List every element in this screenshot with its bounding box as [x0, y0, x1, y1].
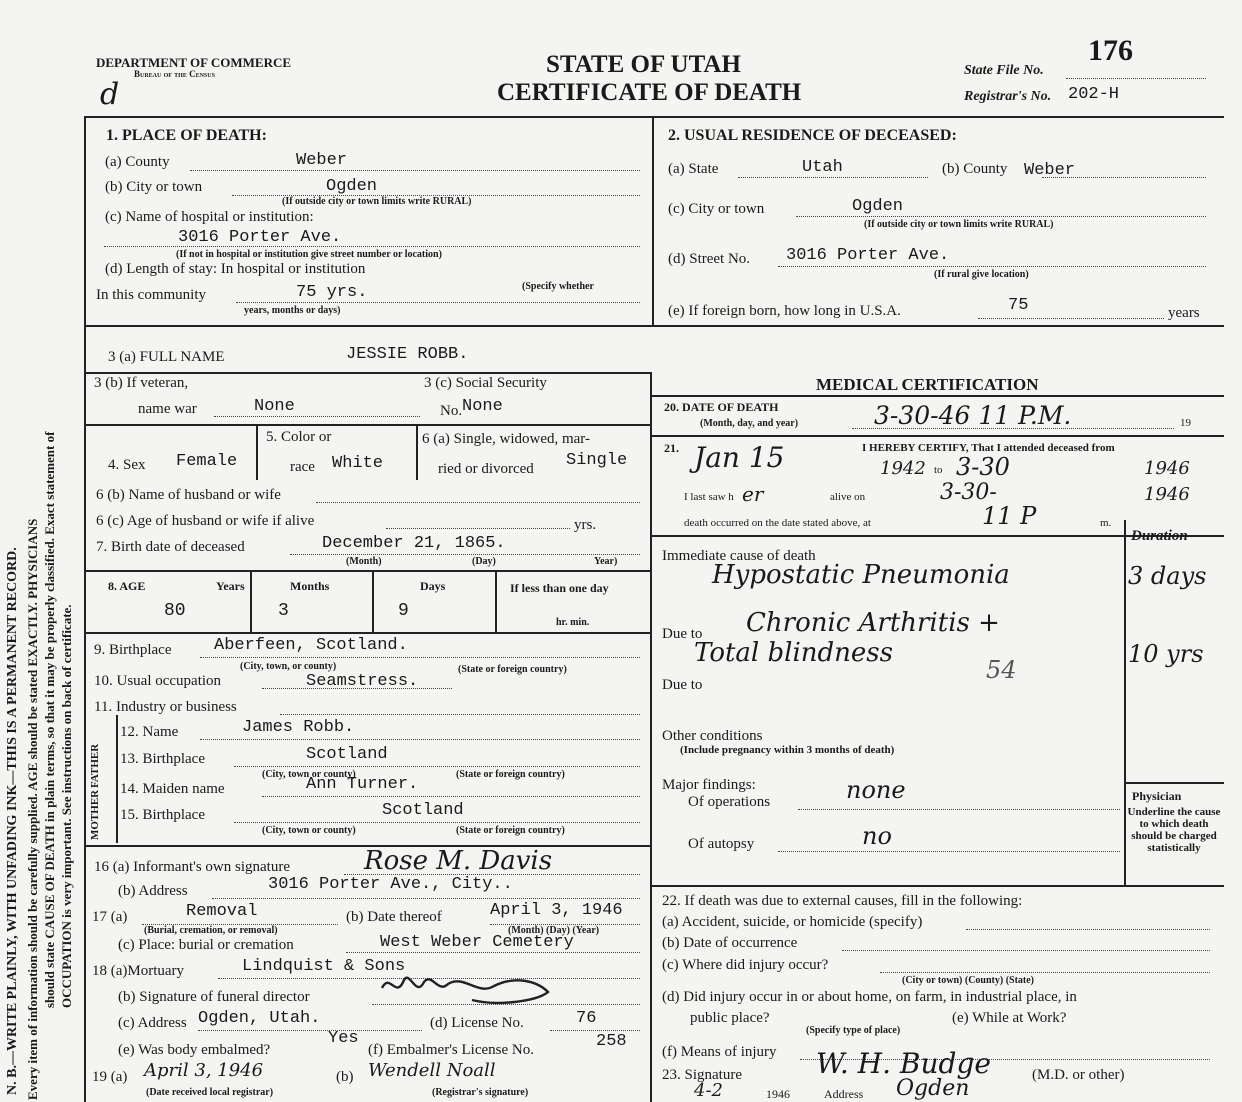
date-received-value: April 3, 1946	[144, 1060, 264, 1081]
mortuary-address-label: (c) Address	[118, 1015, 187, 1031]
informant-address-value: 3016 Porter Ave., City..	[268, 875, 513, 894]
attended-to-year: 1946	[1144, 458, 1190, 479]
immediate-cause-value: Hypostatic Pneumonia	[712, 560, 1010, 590]
birthplace-city-note: (City, town, or county)	[240, 661, 337, 672]
external-d-note: (Specify type of place)	[806, 1025, 901, 1036]
death-county-value: Weber	[296, 151, 348, 170]
ss-no-label: No.	[440, 403, 463, 419]
license-label: (d) License No.	[430, 1015, 524, 1031]
age-years-label: Years	[216, 579, 245, 593]
bureau-label: Bureau of the Census	[134, 69, 215, 79]
color-label: 5. Color or	[266, 429, 332, 445]
occupation-value: Seamstress.	[306, 672, 419, 691]
length-of-stay-label: (d) Length of stay: In hospital or institution	[105, 261, 366, 277]
occupation-label: 10. Usual occupation	[94, 673, 222, 689]
father-name-label: 12. Name	[120, 724, 179, 740]
hr-min-label: hr. min.	[556, 617, 590, 628]
registrar-label: Registrar's No.	[964, 89, 1052, 104]
death-city-note: (If outside city or town limits write RURAL)	[282, 196, 472, 207]
external-d2-label: public place?	[690, 1010, 770, 1026]
corner-mark: d	[100, 77, 120, 112]
age-months-value: 3	[278, 601, 289, 621]
last-saw-date: 3-30-	[940, 480, 997, 505]
certifier-md-label: (M.D. or other)	[1032, 1067, 1125, 1083]
side-note-line2: Every item of information should be carefully supplied. AGE should be stated EXACTLY. PHYSICIANS	[25, 518, 40, 1100]
full-name-label: 3 (a) FULL NAME	[108, 349, 225, 365]
mortuary-address-value: Ogden, Utah.	[198, 1009, 321, 1028]
death-hour-m: m.	[1100, 517, 1112, 529]
attended-from-value: Jan 15	[694, 441, 785, 474]
attended-to-value: 3-30	[956, 453, 1010, 481]
residence-city-value: Ogden	[852, 197, 904, 216]
due-to-label: Due to	[662, 626, 703, 642]
physician-note: Underline the cause to which death should be charged statistically	[1127, 806, 1221, 854]
registrar-number: 202-H	[1068, 85, 1120, 104]
age-label: 8. AGE	[108, 579, 146, 593]
document-title: CERTIFICATE OF DEATH	[497, 79, 802, 106]
birth-month-note: (Month)	[346, 556, 382, 567]
community-value: 75 yrs.	[296, 283, 368, 302]
full-name-value: JESSIE ROBB.	[346, 345, 469, 364]
age-days-value: 9	[398, 601, 409, 621]
department-label: DEPARTMENT OF COMMERCE	[96, 55, 292, 70]
name-war-label: name war	[138, 401, 197, 417]
burial-place-value: West Weber Cemetery	[380, 933, 574, 952]
spouse-yrs-label: yrs.	[574, 517, 597, 533]
birthplace-value: Aberfeen, Scotland.	[214, 636, 408, 655]
hospital-value: 3016 Porter Ave.	[178, 228, 342, 247]
due-to-duration: 10 yrs	[1128, 640, 1204, 668]
attended-from-year: 1942	[880, 458, 926, 479]
medical-heading: MEDICAL CERTIFICATION	[816, 375, 1039, 394]
embalmer-license-value: 258	[596, 1032, 627, 1051]
external-f-label: (f) Means of injury	[662, 1044, 777, 1060]
informant-signature: Rose M. Davis	[364, 846, 553, 876]
residence-county-value: Weber	[1024, 161, 1076, 180]
burial-label: 17 (a)	[92, 909, 128, 925]
death-hour-value: 11 P	[982, 502, 1037, 530]
death-city-label: (b) City or town	[105, 179, 203, 195]
certify-text: I HEREBY CERTIFY, That I attended deceased from	[862, 442, 1115, 454]
specify-note: (Specify whether	[522, 281, 594, 292]
residence-city-note: (If outside city or town limits write RURAL)	[864, 219, 1054, 230]
informant-signature-label: 16 (a) Informant's own signature	[94, 859, 290, 875]
external-e-label: (e) While at Work?	[952, 1010, 1067, 1026]
embalmed-value: Yes	[328, 1029, 359, 1048]
industry-label: 11. Industry or business	[94, 699, 237, 715]
certifier-year: 1946	[766, 1087, 790, 1101]
certifier-address: Ogden	[896, 1076, 970, 1101]
birth-year-note: Year)	[594, 556, 618, 567]
residence-state-value: Utah	[802, 158, 843, 177]
certifier-signature-label: 23. Signature	[662, 1067, 742, 1083]
certifier-address-label: Address	[824, 1087, 864, 1101]
age-years-value: 80	[164, 601, 186, 621]
father-birthplace-label: 13. Birthplace	[120, 751, 205, 767]
other-conditions-label: Other conditions	[662, 728, 763, 744]
mother-state-note: (State or foreign country)	[456, 825, 565, 836]
external-causes-heading: 22. If death was due to external causes, fill in the following:	[662, 893, 1023, 909]
funeral-director-signature	[376, 966, 556, 1010]
social-security-label: 3 (c) Social Security	[424, 375, 547, 391]
major-findings-label: Major findings:	[662, 777, 756, 793]
autopsy-value: no	[862, 822, 892, 850]
external-a-label: (a) Accident, suicide, or homicide (specify)	[662, 914, 923, 930]
place-of-death-heading: 1. PLACE OF DEATH:	[106, 127, 267, 144]
race-value: White	[332, 454, 384, 473]
father-side-label: FATHER	[89, 743, 101, 788]
due-to-label-2: Due to	[662, 677, 703, 693]
date-of-death-value: 3-30-46 11 P.M.	[874, 401, 1072, 430]
residence-heading: 2. USUAL RESIDENCE OF DECEASED:	[668, 127, 957, 144]
veteran-label: 3 (b) If veteran,	[94, 375, 189, 391]
residence-state-label: (a) State	[668, 161, 719, 177]
autopsy-label: Of autopsy	[688, 836, 755, 852]
burial-place-label: (c) Place: burial or cremation	[118, 937, 294, 953]
mother-name-label: 14. Maiden name	[120, 781, 225, 797]
father-name-value: James Robb.	[242, 718, 355, 737]
physician-heading: Physician	[1132, 789, 1182, 803]
last-saw-year: 1946	[1144, 484, 1190, 505]
date-of-death-label: 20. DATE OF DEATH	[664, 400, 779, 414]
street-value: 3016 Porter Ave.	[786, 246, 950, 265]
street-label: (d) Street No.	[668, 251, 751, 267]
operations-value: none	[846, 776, 906, 804]
registrar-sig-note: (Registrar's signature)	[432, 1087, 529, 1098]
burial-date-label: (b) Date thereof	[346, 909, 442, 925]
age-months-label: Months	[290, 579, 330, 593]
due-to-cause: Chronic Arthritis +	[746, 608, 1000, 638]
birth-date-label: 7. Birth date of deceased	[96, 539, 245, 555]
birthplace-state-note: (State or foreign country)	[458, 664, 567, 675]
mother-side-label: MOTHER	[89, 789, 101, 840]
informant-address-label: (b) Address	[118, 883, 188, 899]
duration-heading: Duration	[1131, 528, 1188, 544]
license-value: 76	[576, 1009, 597, 1028]
mother-name-value: Ann Turner.	[306, 775, 419, 794]
marital-value: Single	[566, 451, 628, 470]
side-note-line1: N. B.—WRITE PLAINLY, WITH UNFADING INK—THIS IS A PERMANENT RECORD.	[5, 547, 20, 1095]
state-file-label: State File No.	[964, 63, 1044, 78]
attended-to-label: to	[934, 464, 943, 476]
burial-date-value: April 3, 1946	[490, 901, 623, 920]
hospital-label: (c) Name of hospital or institution:	[105, 209, 314, 225]
name-war-value: None	[254, 397, 295, 416]
father-birthplace-value: Scotland	[306, 745, 388, 764]
side-note-line3: should state CAUSE OF DEATH in plain terms, so that it may be properly classified. Exact statement of	[42, 431, 57, 1008]
death-city-value: Ogden	[326, 177, 378, 196]
external-b-label: (b) Date of occurrence	[662, 935, 798, 951]
certifier-date: 4-2	[694, 1080, 723, 1101]
external-c-label: (c) Where did injury occur?	[662, 957, 829, 973]
registrar-signature: Wendell Noall	[368, 1060, 496, 1081]
death-occurred-label: death occurred on the date stated above, at	[684, 517, 871, 529]
community-label: In this community	[96, 287, 206, 303]
mother-birthplace-label: 15. Birthplace	[120, 807, 205, 823]
embalmer-license-label: (f) Embalmer's License No.	[368, 1042, 534, 1058]
due-to-cause-2: Total blindness	[694, 638, 893, 668]
father-city-note: (City, town or county)	[262, 769, 356, 780]
certifier-signature: W. H. Budge	[816, 1047, 991, 1080]
foreign-born-value: 75	[1008, 296, 1029, 315]
spouse-name-label: 6 (b) Name of husband or wife	[96, 487, 281, 503]
birth-day-note: (Day)	[472, 556, 496, 567]
birth-date-value: December 21, 1865.	[322, 534, 506, 553]
funeral-director-label: (b) Signature of funeral director	[118, 989, 310, 1005]
last-saw-label: I last saw h	[684, 491, 734, 503]
state-file-number: 176	[1088, 34, 1133, 67]
units-note: years, months or days)	[244, 305, 341, 316]
mother-birthplace-value: Scotland	[382, 801, 464, 820]
hospital-note: (If not in hospital or institution give street number or location)	[176, 249, 442, 260]
alive-on-label: alive on	[830, 491, 866, 503]
operations-label: Of operations	[688, 794, 771, 810]
burial-method-note: (Burial, cremation, or removal)	[144, 925, 278, 936]
date-received-note: (Date received local registrar)	[146, 1087, 274, 1098]
foreign-born-label: (e) If foreign born, how long in U.S.A.	[668, 303, 901, 319]
street-note: (If rural give location)	[934, 269, 1029, 280]
race-label: race	[290, 459, 315, 475]
certify-number: 21.	[664, 441, 679, 455]
immediate-cause-label: Immediate cause of death	[662, 548, 816, 564]
father-state-note: (State or foreign country)	[456, 769, 565, 780]
spouse-age-label: 6 (c) Age of husband or wife if alive	[96, 513, 315, 529]
sex-label: 4. Sex	[108, 457, 146, 473]
date-received-label: 19 (a)	[92, 1069, 128, 1085]
age-days-label: Days	[420, 579, 446, 593]
less-than-day-label: If less than one day	[510, 581, 609, 595]
death-county-label: (a) County	[105, 154, 170, 170]
other-conditions-note: (Include pregnancy within 3 months of death)	[680, 744, 895, 756]
residence-county-label: (b) County	[942, 161, 1008, 177]
marital-label: 6 (a) Single, widowed, mar-	[422, 431, 590, 447]
external-d-label: (d) Did injury occur in or about home, on farm, in industrial place, in	[662, 989, 1077, 1005]
registrar-sig-label: (b)	[336, 1069, 354, 1085]
cause-code: 54	[986, 656, 1017, 684]
birthplace-label: 9. Birthplace	[94, 642, 172, 658]
residence-city-label: (c) City or town	[668, 201, 765, 217]
mortuary-label: 18 (a)Mortuary	[92, 963, 185, 979]
date-of-death-note: (Month, day, and year)	[700, 418, 799, 429]
mother-city-note: (City, town or county)	[262, 825, 356, 836]
ss-value: None	[462, 397, 503, 416]
date-19-label: 19	[1180, 417, 1191, 429]
external-c-notes: (City or town) (County) (State)	[902, 975, 1035, 986]
last-saw-pronoun: er	[742, 482, 764, 506]
embalmed-label: (e) Was body embalmed?	[118, 1042, 271, 1058]
side-note-line4: OCCUPATION is very important. See instructions on back of certificate.	[59, 604, 74, 1008]
sex-value: Female	[176, 452, 238, 471]
state-title: STATE OF UTAH	[546, 51, 741, 78]
marital-label-2: ried or divorced	[438, 461, 534, 477]
immediate-cause-duration: 3 days	[1128, 562, 1207, 590]
mortuary-value: Lindquist & Sons	[242, 957, 406, 976]
burial-date-note: (Month) (Day) (Year)	[508, 925, 600, 936]
burial-method-value: Removal	[186, 902, 258, 921]
foreign-years-label: years	[1168, 305, 1200, 321]
